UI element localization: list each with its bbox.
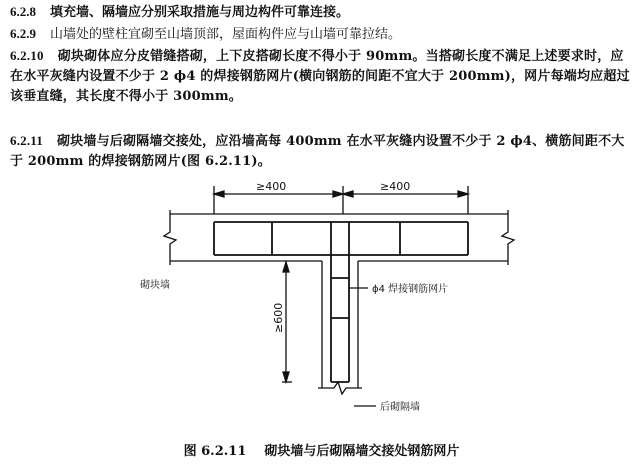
clause-text: 填充墙、隔墙应分别采取措施与周边构件可靠连接。 [50, 5, 350, 20]
mesh-label: ϕ4 焊接钢筋网片 [372, 284, 449, 295]
block-wall [164, 210, 514, 265]
figure-title: 砌块墙与后砌隔墙交接处钢筋网片 [264, 444, 460, 459]
clause-number: 6.2.11 [10, 133, 43, 148]
dim-vertical-label: ≥600 [272, 302, 285, 333]
clause-number: 6.2.9 [10, 26, 36, 41]
clause-text: 砌块砌体应分皮错缝搭砌，上下皮搭砌长度不得小于 90mm。当搭砌长度不满足上述要求时，应在水平灰缝内设置不少于 2 ϕ4 的焊接钢筋网片(横向钢筋的间距不宜大于 200mm)，网片每端均应超过该垂直缝，其长度不得小于 300mm。 [10, 49, 630, 104]
partition-wall [318, 261, 362, 394]
dim-left-label: ≥400 [256, 180, 287, 193]
clause-number: 6.2.10 [10, 48, 44, 63]
dim-right-label: ≥400 [380, 180, 411, 193]
figure-number: 图 6.2.11 [183, 444, 247, 459]
mesh-horizontal [214, 222, 468, 255]
figure-caption [0, 440, 643, 459]
block-wall-label: 砌块墙 [140, 280, 170, 291]
mesh-vertical [331, 222, 349, 382]
clause-text: 山墙处的壁柱宜砌至山墙顶部，屋面构件应与山墙可靠拉结。 [50, 27, 402, 42]
partition-label: 后砌隔墙 [380, 402, 420, 413]
clause-number: 6.2.8 [10, 4, 36, 19]
clause-text: 砌块墙与后砌隔墙交接处，应沿墙高每 400mm 在水平灰缝内设置不少于 2 ϕ4、横筋间距不大于 200mm 的焊接钢筋网片(图 6.2.11)。 [10, 134, 625, 169]
